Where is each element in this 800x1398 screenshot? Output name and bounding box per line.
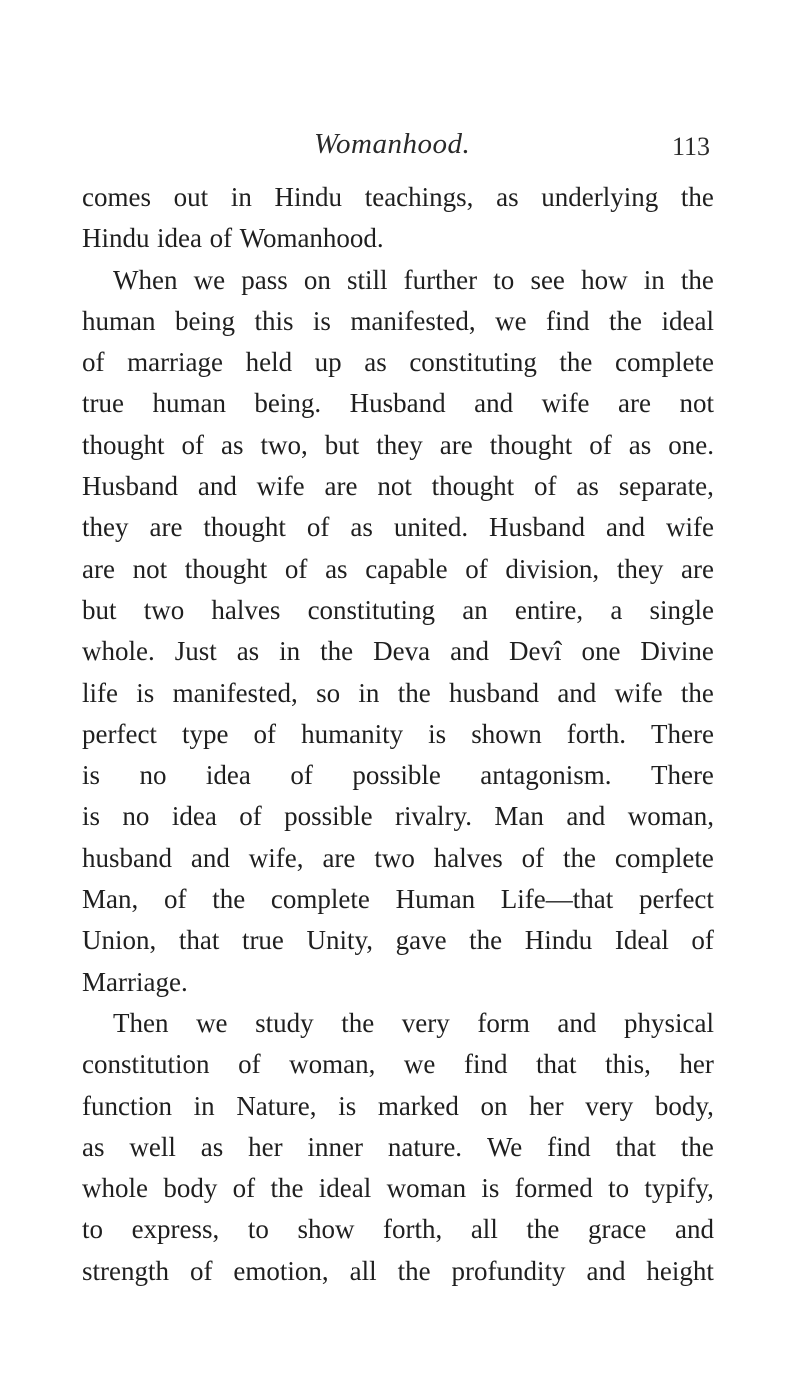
text-line: whole. Just as in the Deva and Devî one Divine (82, 636, 714, 667)
text-line: strength of emotion, all the profundity and height (82, 1255, 714, 1286)
text-line: true human being. Husband and wife are not (82, 388, 714, 419)
text-line: perfect type of humanity is shown forth. There (82, 718, 714, 749)
text-line: as well as her inner nature. We find that the (82, 1131, 714, 1162)
text-line: function in Nature, is marked on her very body, (82, 1090, 714, 1121)
text-line: Hindu idea of Womanhood. (82, 223, 384, 254)
text-line: but two halves constituting an entire, a single (82, 594, 714, 625)
running-head (82, 128, 712, 172)
text-line: they are thought of as united. Husband and wife (82, 512, 714, 543)
text-line: Then we study the very form and physical (113, 1007, 714, 1038)
text-line: thought of as two, but they are thought of as one. (82, 429, 714, 460)
page-number: 113 (671, 132, 710, 161)
text-line: human being this is manifested, we find the ideal (82, 305, 714, 336)
text-line: Husband and wife are not thought of as separate, (82, 471, 714, 502)
text-line: whole body of the ideal woman is formed to typify, (82, 1173, 714, 1204)
text-line: Man, of the complete Human Life—that perfect (82, 884, 714, 915)
text-line: comes out in Hindu teachings, as underlying the (82, 182, 714, 212)
text-line: Union, that true Unity, gave the Hindu Ideal of (82, 925, 714, 956)
text-line: are not thought of as capable of division, they are (82, 553, 714, 584)
running-title: Womanhood. (314, 128, 471, 160)
text-line: husband and wife, are two halves of the complete (82, 842, 714, 873)
text-line: to express, to show forth, all the grace and (82, 1214, 714, 1245)
text-line: life is manifested, so in the husband and wife the (82, 677, 714, 708)
text-line: is no idea of possible antagonism. There (82, 760, 714, 791)
text-line: constitution of woman, we find that this, her (82, 1049, 714, 1080)
text-line: Marriage. (82, 966, 188, 997)
text-line: of marriage held up as constituting the complete (82, 347, 714, 378)
text-line: is no idea of possible rivalry. Man and woman, (82, 801, 714, 832)
text-line: When we pass on still further to see how in the (113, 264, 714, 295)
body-text (82, 177, 714, 1292)
